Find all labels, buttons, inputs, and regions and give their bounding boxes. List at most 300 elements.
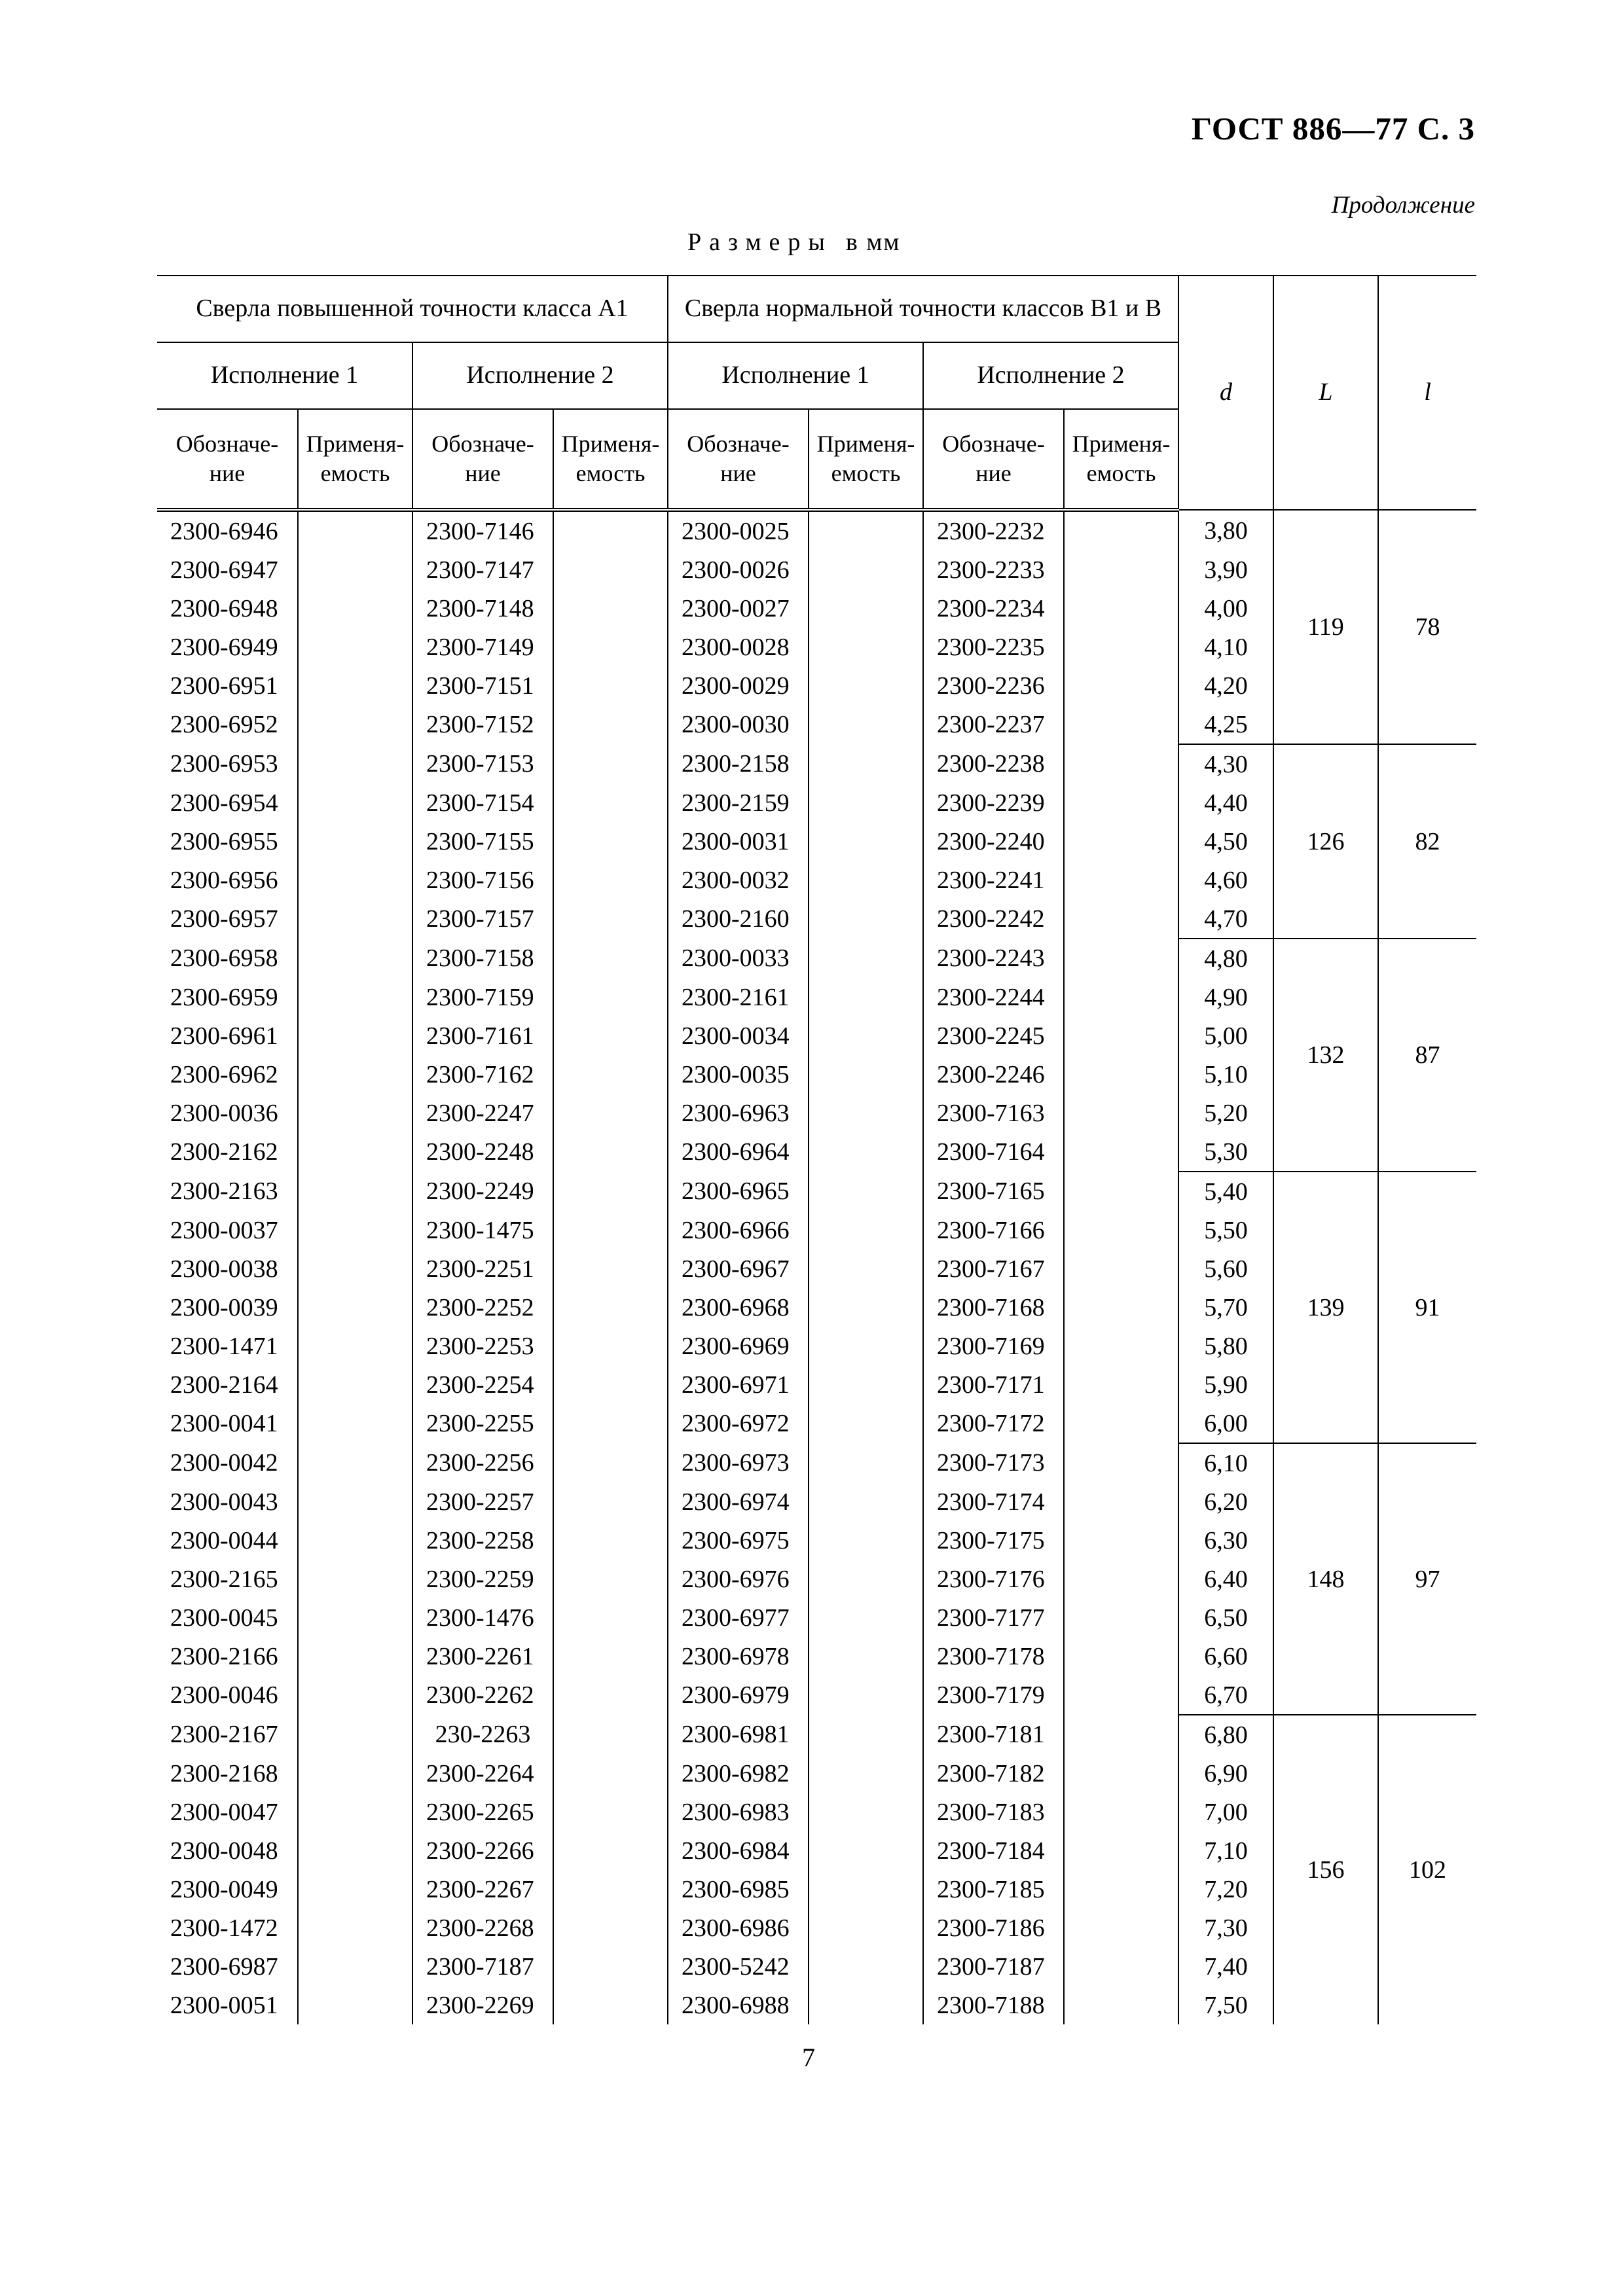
designation-cell: 2300-7174 [923,1482,1064,1521]
diameter-cell: 7,20 [1178,1870,1273,1909]
applicability-cell [1064,744,1178,783]
designation-cell: 2300-6965 [668,1172,809,1211]
units-unit: в мм [845,228,901,256]
applicability-cell [298,1598,412,1637]
applicability-cell [1064,705,1178,744]
diameter-cell: 4,40 [1178,783,1273,822]
applicability-cell [298,628,412,666]
length-L-cell: 126 [1273,744,1378,939]
applicability-cell [298,783,412,822]
designation-cell: 2300-7149 [412,628,553,666]
designation-cell: 2300-2251 [412,1249,553,1288]
diameter-cell: 6,90 [1178,1754,1273,1793]
applicability-cell [553,1870,668,1909]
applicability-cell [809,1637,923,1676]
diameter-cell: 3,80 [1178,510,1273,550]
designation-cell: 2300-2243 [923,939,1064,978]
designation-cell: 2300-0036 [157,1094,298,1132]
applicability-cell [298,1947,412,1986]
designation-cell: 2300-2159 [668,783,809,822]
applicability-cell [298,550,412,589]
table-body [157,510,1476,2024]
designation-cell: 2300-2269 [412,1986,553,2024]
group-a1-header: Сверла повышенной точности класса А1 [157,276,668,342]
designation-cell: 2300-0049 [157,1870,298,1909]
applicability-cell [298,1521,412,1560]
designation-cell: 2300-2232 [923,510,1064,550]
designation-cell: 2300-7179 [923,1676,1064,1715]
designation-cell: 2300-0025 [668,510,809,550]
applicability-cell [298,978,412,1016]
applicability-cell [809,1404,923,1443]
applicability-cell [553,1443,668,1482]
applicability-cell [1064,1754,1178,1793]
designation-cell: 2300-7178 [923,1637,1064,1676]
applicability-cell [553,861,668,899]
continuation-label: Продолжение [1331,192,1475,219]
designation-cell: 2300-2265 [412,1793,553,1831]
applicability-cell [1064,1288,1178,1327]
applicability-cell [553,550,668,589]
designation-cell: 2300-7151 [412,666,553,705]
applicability-cell [1064,1482,1178,1521]
length-l-cell: 97 [1378,1443,1476,1715]
applicability-cell [298,1909,412,1947]
applicability-cell [1064,1211,1178,1249]
diameter-cell: 4,00 [1178,589,1273,628]
applicability-cell [809,589,923,628]
designation-cell: 2300-0048 [157,1831,298,1870]
applicability-cell [553,1055,668,1094]
designation-cell: 2300-6985 [668,1870,809,1909]
designation-cell: 2300-7175 [923,1521,1064,1560]
applicability-cell [809,1715,923,1754]
applicability-cell [553,1831,668,1870]
diameter-cell: 5,70 [1178,1288,1273,1327]
diameter-cell: 6,60 [1178,1637,1273,1676]
designation-cell: 2300-6959 [157,978,298,1016]
applicability-cell [298,1560,412,1598]
applicability-cell [1064,1947,1178,1986]
designation-cell: 2300-0027 [668,589,809,628]
designation-cell: 2300-6973 [668,1443,809,1482]
designation-cell: 2300-7167 [923,1249,1064,1288]
designation-cell: 2300-6977 [668,1598,809,1637]
applicability-cell [553,744,668,783]
applicability-cell [553,1211,668,1249]
diameter-cell: 4,30 [1178,744,1273,783]
designation-cell: 2300-1472 [157,1909,298,1947]
diameter-cell: 5,80 [1178,1327,1273,1365]
designation-cell: 2300-7148 [412,589,553,628]
designation-cell: 2300-7146 [412,510,553,550]
diameter-cell: 6,10 [1178,1443,1273,1482]
designation-cell: 2300-2240 [923,822,1064,861]
applicability-cell [1064,1327,1178,1365]
applicability-cell [298,1754,412,1793]
applicability-cell [809,1947,923,1986]
designation-cell: 2300-2242 [923,899,1064,939]
designation-cell: 2300-6982 [668,1754,809,1793]
designation-cell: 2300-2247 [412,1094,553,1132]
designation-cell: 2300-2233 [923,550,1064,589]
applicability-cell [809,666,923,705]
designation-cell: 2300-7188 [923,1986,1064,2024]
designation-cell: 2300-2249 [412,1172,553,1211]
designation-cell: 2300-2252 [412,1288,553,1327]
designation-cell: 2300-6964 [668,1132,809,1172]
diameter-cell: 7,30 [1178,1909,1273,1947]
designation-cell: 2300-1476 [412,1598,553,1637]
applicability-cell [553,1676,668,1715]
applicability-cell [553,1172,668,1211]
designation-cell: 2300-6946 [157,510,298,550]
designation-cell: 2300-0029 [668,666,809,705]
applicability-cell [809,550,923,589]
diameter-cell: 7,10 [1178,1831,1273,1870]
designation-cell: 2300-0028 [668,628,809,666]
designation-cell: 2300-7173 [923,1443,1064,1482]
applicability-cell [553,978,668,1016]
applicability-cell [809,1598,923,1637]
designation-cell: 2300-7158 [412,939,553,978]
applicability-cell [1064,1132,1178,1172]
designation-cell: 230-2263 [412,1715,553,1754]
col-d-header: d [1178,276,1273,510]
applicability-cell [553,1909,668,1947]
designation-cell: 2300-6974 [668,1482,809,1521]
table-row [157,1715,1476,1754]
applicability-cell [553,1715,668,1754]
col-l-header: l [1378,276,1476,510]
applicability-cell [809,1560,923,1598]
applicability-cell [298,1327,412,1365]
designation-cell: 2300-6968 [668,1288,809,1327]
designation-cell: 2300-0030 [668,705,809,744]
designation-cell: 2300-2161 [668,978,809,1016]
applicability-cell [553,1132,668,1172]
length-L-cell: 132 [1273,939,1378,1172]
applicability-cell [809,978,923,1016]
applicability-cell [298,589,412,628]
designation-cell: 2300-7164 [923,1132,1064,1172]
applicability-cell [809,1676,923,1715]
applicability-cell [809,1249,923,1288]
designation-cell: 2300-2261 [412,1637,553,1676]
designation-cell: 2300-7156 [412,861,553,899]
applicability-cell [1064,628,1178,666]
col-L-header: L [1273,276,1378,510]
designation-cell: 2300-6984 [668,1831,809,1870]
designation-cell: 2300-2264 [412,1754,553,1793]
designation-cell: 2300-6958 [157,939,298,978]
designation-cell: 2300-7165 [923,1172,1064,1211]
applicability-cell [1064,666,1178,705]
units-label: Размеры [687,228,833,256]
applicability-cell [298,1132,412,1172]
applicability-cell [809,1094,923,1132]
applicability-cell [1064,1365,1178,1404]
diameter-cell: 6,20 [1178,1482,1273,1521]
designation-cell: 2300-0041 [157,1404,298,1443]
diameter-cell: 4,70 [1178,899,1273,939]
applicability-cell [553,589,668,628]
units-caption [687,228,900,257]
applicability-cell [298,1637,412,1676]
designation-cell: 2300-7161 [412,1016,553,1055]
page-number: 7 [802,2043,815,2072]
applicability-cell [809,1211,923,1249]
diameter-cell: 3,90 [1178,550,1273,589]
applicability-cell [809,1365,923,1404]
applicability-cell [809,1016,923,1055]
diameter-cell: 5,30 [1178,1132,1273,1172]
designation-cell: 2300-6976 [668,1560,809,1598]
applicability-cell [1064,1443,1178,1482]
applicability-cell [553,1754,668,1793]
applicability-cell [553,1521,668,1560]
applicability-cell [298,666,412,705]
diameter-cell: 6,50 [1178,1598,1273,1637]
length-L-cell: 139 [1273,1172,1378,1443]
applicability-cell [298,1249,412,1288]
designation-cell: 2300-6957 [157,899,298,939]
applicability-header: Применя- емость [1064,409,1178,510]
designation-cell: 2300-2268 [412,1909,553,1947]
designation-header: Обозначе- ние [157,409,298,510]
designation-cell: 2300-2166 [157,1637,298,1676]
designation-cell: 2300-7184 [923,1831,1064,1870]
applicability-cell [553,1249,668,1288]
diameter-cell: 7,50 [1178,1986,1273,2024]
designation-cell: 2300-7159 [412,978,553,1016]
designation-cell: 2300-7182 [923,1754,1064,1793]
designation-cell: 2300-6948 [157,589,298,628]
designation-cell: 2300-7185 [923,1870,1064,1909]
applicability-cell [553,1947,668,1986]
applicability-cell [298,1055,412,1094]
designation-cell: 2300-0051 [157,1986,298,2024]
designation-cell: 2300-0037 [157,1211,298,1249]
length-l-cell: 102 [1378,1715,1476,2024]
applicability-cell [298,1016,412,1055]
length-l-cell: 82 [1378,744,1476,939]
designation-cell: 2300-7153 [412,744,553,783]
designation-cell: 2300-6967 [668,1249,809,1288]
applicability-header: Применя- емость [298,409,412,510]
designation-cell: 2300-2246 [923,1055,1064,1094]
applicability-cell [298,1365,412,1404]
designation-cell: 2300-7171 [923,1365,1064,1404]
applicability-cell [1064,1676,1178,1715]
designation-cell: 2300-0039 [157,1288,298,1327]
designation-cell: 2300-0044 [157,1521,298,1560]
designation-cell: 2300-7166 [923,1211,1064,1249]
designation-cell: 2300-2238 [923,744,1064,783]
b-variant-2-header: Исполнение 2 [923,342,1178,409]
applicability-cell [1064,861,1178,899]
applicability-cell [298,1288,412,1327]
diameter-cell: 4,25 [1178,705,1273,744]
designation-cell: 2300-6955 [157,822,298,861]
applicability-cell [1064,589,1178,628]
applicability-cell [553,783,668,822]
designation-cell: 2300-6961 [157,1016,298,1055]
applicability-cell [1064,1870,1178,1909]
applicability-cell [1064,1249,1178,1288]
designation-cell: 2300-5242 [668,1947,809,1986]
designation-header: Обозначе- ние [923,409,1064,510]
designation-cell: 2300-6956 [157,861,298,899]
designation-cell: 2300-6951 [157,666,298,705]
designation-cell: 2300-2239 [923,783,1064,822]
designation-cell: 2300-7154 [412,783,553,822]
length-L-cell: 119 [1273,510,1378,744]
applicability-cell [1064,1172,1178,1211]
applicability-cell [298,939,412,978]
designation-cell: 2300-7177 [923,1598,1064,1637]
applicability-cell [553,1986,668,2024]
designation-cell: 2300-7172 [923,1404,1064,1443]
designation-cell: 2300-7163 [923,1094,1064,1132]
table-row [157,1172,1476,1211]
designation-cell: 2300-2254 [412,1365,553,1404]
designation-cell: 2300-6949 [157,628,298,666]
diameter-cell: 4,90 [1178,978,1273,1016]
applicability-cell [298,1676,412,1715]
applicability-cell [298,510,412,550]
designation-cell: 2300-6971 [668,1365,809,1404]
drill-dimensions-table [157,275,1476,2024]
applicability-cell [298,1443,412,1482]
designation-cell: 2300-6954 [157,783,298,822]
applicability-cell [298,1715,412,1754]
designation-cell: 2300-2162 [157,1132,298,1172]
diameter-cell: 5,40 [1178,1172,1273,1211]
group-b-header: Сверла нормальной точности классов В1 и В [668,276,1178,342]
applicability-cell [1064,1831,1178,1870]
diameter-cell: 5,00 [1178,1016,1273,1055]
designation-cell: 2300-7181 [923,1715,1064,1754]
designation-cell: 2300-2255 [412,1404,553,1443]
designation-cell: 2300-6966 [668,1211,809,1249]
applicability-cell [1064,783,1178,822]
length-L-cell: 148 [1273,1443,1378,1715]
diameter-cell: 6,70 [1178,1676,1273,1715]
designation-cell: 2300-6978 [668,1637,809,1676]
applicability-cell [553,1016,668,1055]
applicability-cell [809,1055,923,1094]
applicability-cell [809,939,923,978]
diameter-cell: 4,60 [1178,861,1273,899]
applicability-cell [1064,939,1178,978]
a1-variant-2-header: Исполнение 2 [412,342,668,409]
designation-cell: 2300-2262 [412,1676,553,1715]
applicability-cell [1064,822,1178,861]
applicability-cell [553,1365,668,1404]
designation-cell: 2300-2158 [668,744,809,783]
designation-cell: 2300-2245 [923,1016,1064,1055]
diameter-cell: 7,40 [1178,1947,1273,1986]
designation-cell: 2300-6947 [157,550,298,589]
designation-cell: 2300-2168 [157,1754,298,1793]
applicability-cell [809,783,923,822]
applicability-cell [553,1482,668,1521]
applicability-cell [809,1172,923,1211]
designation-cell: 2300-6981 [668,1715,809,1754]
diameter-cell: 6,40 [1178,1560,1273,1598]
designation-cell: 2300-7155 [412,822,553,861]
applicability-cell [298,822,412,861]
designation-cell: 2300-7186 [923,1909,1064,1947]
applicability-cell [1064,510,1178,550]
applicability-cell [298,1404,412,1443]
applicability-cell [553,1598,668,1637]
designation-cell: 2300-2167 [157,1715,298,1754]
designation-header: Обозначе- ние [668,409,809,510]
designation-cell: 2300-6962 [157,1055,298,1094]
designation-cell: 2300-7183 [923,1793,1064,1831]
applicability-cell [298,1870,412,1909]
applicability-cell [298,1986,412,2024]
designation-cell: 2300-0042 [157,1443,298,1482]
applicability-cell [298,705,412,744]
applicability-cell [298,1482,412,1521]
designation-cell: 2300-6987 [157,1947,298,1986]
applicability-cell [298,1211,412,1249]
diameter-cell: 4,50 [1178,822,1273,861]
applicability-cell [553,666,668,705]
designation-cell: 2300-7152 [412,705,553,744]
designation-cell: 2300-7187 [412,1947,553,1986]
designation-cell: 2300-2253 [412,1327,553,1365]
designation-cell: 2300-2165 [157,1560,298,1598]
applicability-cell [553,1793,668,1831]
diameter-cell: 6,00 [1178,1404,1273,1443]
diameter-cell: 5,90 [1178,1365,1273,1404]
standard-header: ГОСТ 886—77 С. 3 [1191,111,1475,147]
designation-cell: 2300-0046 [157,1676,298,1715]
designation-cell: 2300-2237 [923,705,1064,744]
diameter-cell: 6,30 [1178,1521,1273,1560]
designation-cell: 2300-7168 [923,1288,1064,1327]
designation-cell: 2300-7157 [412,899,553,939]
applicability-cell [553,1094,668,1132]
applicability-cell [809,744,923,783]
designation-cell: 2300-7187 [923,1947,1064,1986]
designation-cell: 2300-6953 [157,744,298,783]
applicability-cell [1064,1637,1178,1676]
designation-cell: 2300-2235 [923,628,1064,666]
diameter-cell: 5,10 [1178,1055,1273,1094]
a1-variant-1-header: Исполнение 1 [157,342,412,409]
length-l-cell: 91 [1378,1172,1476,1443]
diameter-cell: 4,10 [1178,628,1273,666]
designation-cell: 2300-6975 [668,1521,809,1560]
applicability-header: Применя- емость [809,409,923,510]
designation-cell: 2300-2244 [923,978,1064,1016]
designation-cell: 2300-6972 [668,1404,809,1443]
designation-cell: 2300-6969 [668,1327,809,1365]
designation-cell: 2300-2241 [923,861,1064,899]
designation-cell: 2300-6986 [668,1909,809,1947]
applicability-cell [553,822,668,861]
designation-cell: 2300-2256 [412,1443,553,1482]
designation-cell: 2300-2266 [412,1831,553,1870]
length-L-cell: 156 [1273,1715,1378,2024]
designation-cell: 2300-6963 [668,1094,809,1132]
applicability-cell [1064,1560,1178,1598]
